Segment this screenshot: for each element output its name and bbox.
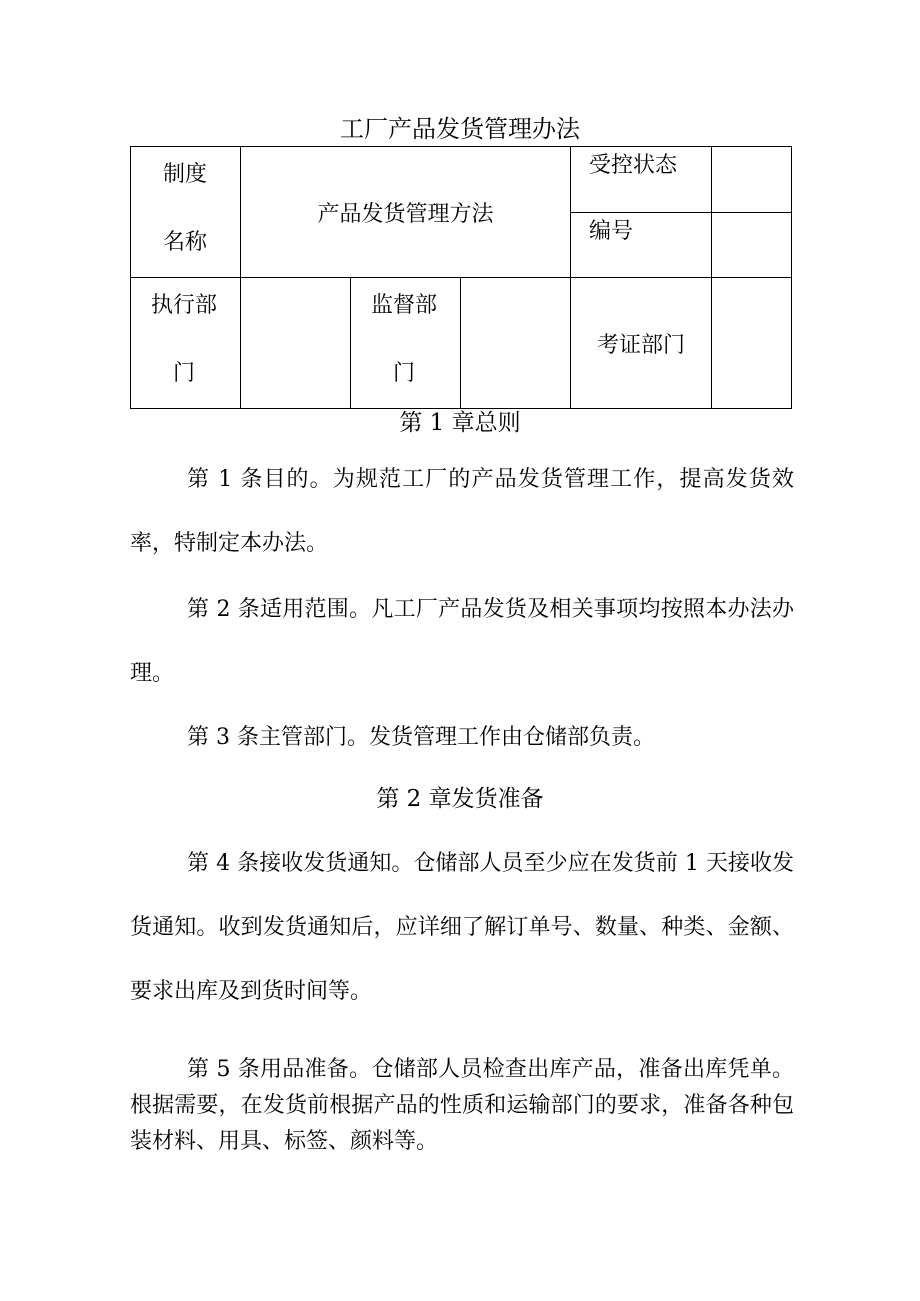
zhixing-label-line2: 门 (173, 361, 196, 386)
kongzhi-label-cell (571, 147, 712, 213)
document-info-table (130, 146, 792, 409)
zhidu-label-line1: 制度 (163, 162, 208, 187)
zhidu-value: 产品发货管理方法 (317, 201, 494, 227)
bianhao-label: 编号 (589, 218, 634, 244)
article-1: 第 1 条目的。为规范工厂的产品发货管理工作，提高发货效率，特制定本办法。 (130, 467, 794, 556)
article-3: 第 3 条主管部门。发货管理工作由仓储部负责。 (187, 725, 655, 750)
jiandu-label-cell (351, 278, 461, 409)
zhidu-value-cell (241, 147, 571, 278)
jiandu-label-line2: 门 (393, 361, 416, 386)
zhixing-value-cell (241, 278, 351, 409)
jiandu-label-line1: 监督部 (371, 293, 438, 318)
bianhao-label-cell (571, 212, 712, 278)
chapter-2-heading: 第 2 章发货准备 (376, 786, 544, 812)
zhidu-label-cell (131, 147, 241, 278)
jiandu-value-cell (461, 278, 571, 409)
article-4: 第 4 条接收发货通知。仓储部人员至少应在发货前 1 天接收发货通知。收到发货通知后，应详细了解订单号、数量、种类、金额、要求出库及到货时间等。 (130, 851, 794, 1004)
kongzhi-value-cell (712, 147, 792, 213)
kaozheng-label-cell (571, 278, 712, 409)
article-5: 第 5 条用品准备。仓储部人员检查出库产品，准备出库凭单。根据需要，在发货前根据产品的性质和运输部门的要求，准备各种包装材料、用具、标签、颜料等。 (130, 1057, 794, 1154)
chapter-1-heading: 第 1 章总则 (399, 410, 521, 436)
zhixing-label-line1: 执行部 (151, 293, 218, 318)
document-title: 工厂产品发货管理办法 (340, 115, 580, 143)
zhidu-label-line2: 名称 (163, 230, 208, 255)
kongzhi-label: 受控状态 (589, 153, 678, 178)
bianhao-value-cell (712, 212, 792, 278)
kaozheng-value-cell (712, 278, 792, 409)
article-2: 第 2 条适用范围。凡工厂产品发货及相关事项均按照本办法办理。 (130, 597, 794, 686)
zhixing-label-cell (131, 278, 241, 409)
kaozheng-label: 考证部门 (597, 332, 686, 358)
